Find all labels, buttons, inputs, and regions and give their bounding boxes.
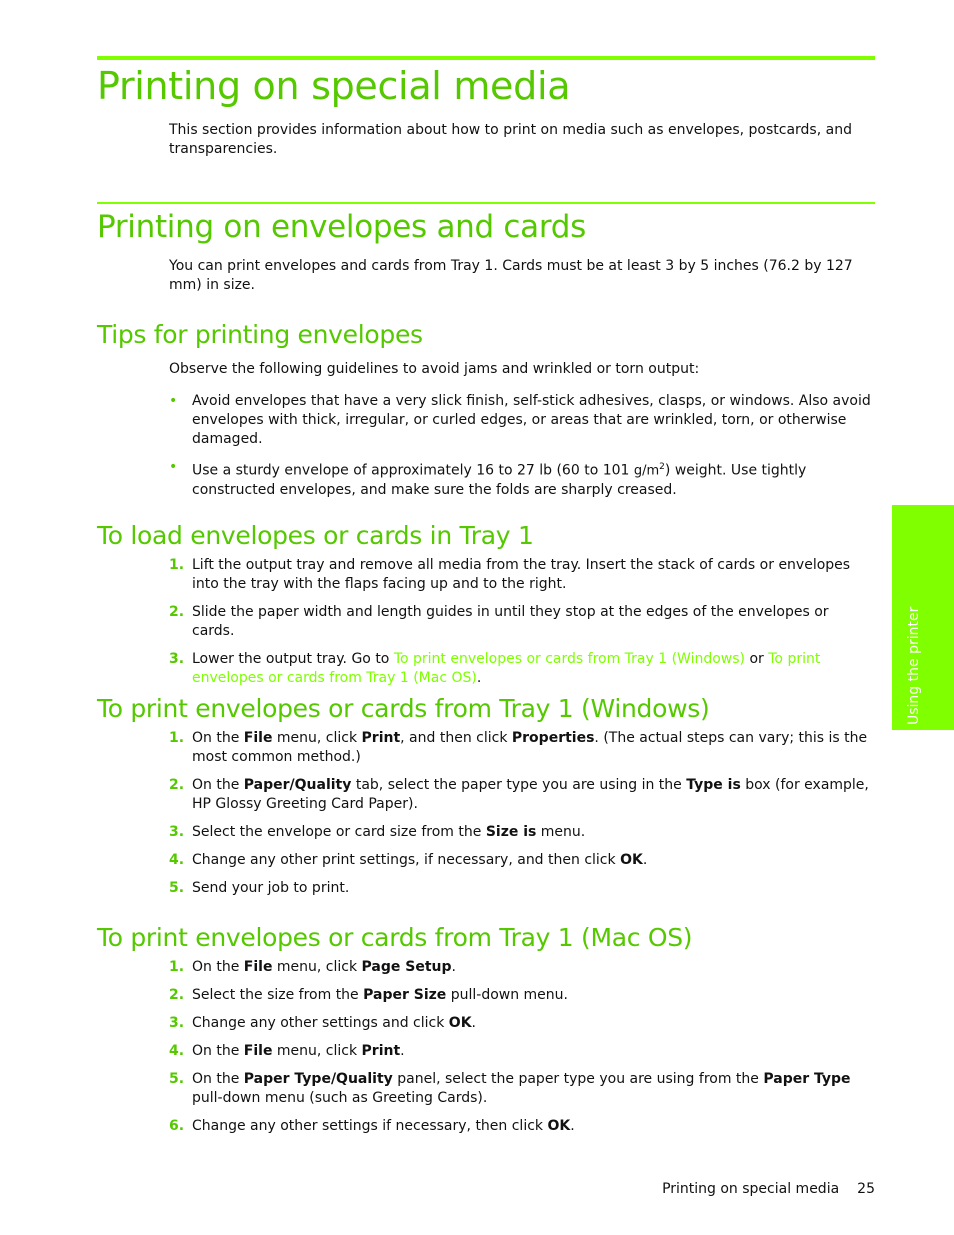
step-text: pull-down menu. xyxy=(446,987,568,1003)
step-text: or xyxy=(745,651,769,667)
step-number: 5. xyxy=(169,1071,185,1087)
mac-heading: To print envelopes or cards from Tray 1 (Mac OS) xyxy=(97,923,693,952)
ui-term: Paper/Quality xyxy=(243,777,352,793)
step-number: 2. xyxy=(169,604,185,620)
step-number: 6. xyxy=(169,1118,185,1134)
ui-term: OK xyxy=(448,1015,472,1031)
ui-term: Properties xyxy=(511,730,595,746)
tip-text: Use a sturdy envelope of approximately 16 to 27 lb (60 to 101 xyxy=(192,462,634,479)
step-text: On the xyxy=(192,777,244,793)
ui-term: Size is xyxy=(485,824,537,840)
ui-term: Paper Type xyxy=(763,1071,851,1087)
unit-superscript: 2 xyxy=(659,462,665,472)
windows-steps xyxy=(169,729,874,907)
step-text: Send your job to print. xyxy=(192,880,350,896)
step-text: Select the size from the xyxy=(192,987,364,1003)
side-tab-label: Using the printer xyxy=(906,606,922,725)
list-item xyxy=(169,603,874,641)
list-item xyxy=(169,776,874,814)
ui-term: File xyxy=(243,730,273,746)
load-steps xyxy=(169,556,874,697)
page-footer xyxy=(662,1181,875,1197)
list-item xyxy=(169,458,874,500)
step-text: , and then click xyxy=(400,730,512,746)
step-number: 4. xyxy=(169,852,185,868)
ui-term: OK xyxy=(620,852,643,868)
link-windows-section[interactable]: To print envelopes or cards from Tray 1 (Windows) xyxy=(393,651,746,667)
list-item xyxy=(169,1042,874,1061)
list-item xyxy=(169,392,874,449)
ui-term: Print xyxy=(361,1043,401,1059)
step-text: . xyxy=(570,1118,575,1134)
step-text: menu, click xyxy=(272,730,362,746)
mac-steps xyxy=(169,958,874,1145)
tip-text: Avoid envelopes that have a very slick finish, self-stick adhesives, clasps, or windows. Also avoid envelopes with thick, irregular, or curled edges, or areas that are wrinkled, torn, or otherwise damaged. xyxy=(192,393,871,447)
ui-term: File xyxy=(243,959,273,975)
ui-term: Type is xyxy=(686,777,741,793)
ui-term: File xyxy=(243,1043,273,1059)
list-item xyxy=(169,729,874,767)
tips-list xyxy=(169,392,874,509)
list-item xyxy=(169,879,874,898)
list-item xyxy=(169,650,874,688)
list-item xyxy=(169,823,874,842)
step-number: 2. xyxy=(169,987,185,1003)
step-text: Slide the paper width and length guides in until they stop at the edges of the envelopes or cards. xyxy=(192,604,829,639)
list-item xyxy=(169,1014,874,1033)
page-number: 25 xyxy=(857,1181,875,1197)
top-rule xyxy=(97,56,875,60)
page-intro: This section provides information about how to print on media such as envelopes, postcards, and transparencies. xyxy=(169,122,852,157)
step-text: menu, click xyxy=(272,1043,362,1059)
step-text: . xyxy=(400,1043,405,1059)
step-text: Lower the output tray. Go to xyxy=(192,651,394,667)
step-number: 4. xyxy=(169,1043,185,1059)
ui-term: Paper Size xyxy=(363,987,447,1003)
tips-intro: Observe the following guidelines to avoid jams and wrinkled or torn output: xyxy=(169,361,700,377)
step-text: Change any other settings if necessary, then click xyxy=(192,1118,548,1134)
step-text: On the xyxy=(192,1071,244,1087)
step-number: 3. xyxy=(169,824,185,840)
step-text: Change any other print settings, if necessary, and then click xyxy=(192,852,621,868)
step-text: pull-down menu (such as Greeting Cards). xyxy=(192,1090,488,1106)
tips-heading: Tips for printing envelopes xyxy=(97,320,423,349)
ui-term: Page Setup xyxy=(361,959,452,975)
step-text: . xyxy=(471,1015,476,1031)
step-text: On the xyxy=(192,959,244,975)
list-item xyxy=(169,1117,874,1136)
tip-text: ) weight. Use tightly constructed envelopes, and make sure the folds are sharply creased. xyxy=(192,462,807,498)
list-item xyxy=(169,958,874,977)
windows-heading: To print envelopes or cards from Tray 1 (Windows) xyxy=(97,694,710,723)
step-text: . xyxy=(451,959,456,975)
side-tab xyxy=(892,505,954,730)
step-text: . xyxy=(476,670,482,686)
list-item xyxy=(169,1070,874,1108)
step-number: 1. xyxy=(169,557,185,573)
list-item xyxy=(169,851,874,870)
step-text: . xyxy=(642,852,648,868)
list-item xyxy=(169,986,874,1005)
step-text: panel, select the paper type you are using from the xyxy=(392,1071,764,1087)
step-text: menu, click xyxy=(272,959,362,975)
step-text: Select the envelope or card size from the xyxy=(192,824,486,840)
section-rule xyxy=(97,202,875,204)
step-text: . (The actual steps can vary; this is the most common method.) xyxy=(192,730,868,765)
link-mac-section[interactable]: To print envelopes or cards from Tray 1 (Mac OS) xyxy=(192,651,821,686)
step-text: Lift the output tray and remove all media from the tray. Insert the stack of cards or envelopes into the tray with the flaps facing up and to the right. xyxy=(192,557,851,592)
footer-label: Printing on special media xyxy=(662,1181,840,1197)
section-title: Printing on envelopes and cards xyxy=(97,209,586,245)
load-heading: To load envelopes or cards in Tray 1 xyxy=(97,521,534,550)
step-number: 2. xyxy=(169,777,185,793)
step-text: menu. xyxy=(536,824,586,840)
bullet-icon: • xyxy=(169,459,178,475)
list-item xyxy=(169,556,874,594)
step-text: On the xyxy=(192,730,244,746)
ui-term: OK xyxy=(547,1118,571,1134)
ui-term: Print xyxy=(361,730,401,746)
step-number: 1. xyxy=(169,959,185,975)
step-number: 1. xyxy=(169,730,185,746)
section-intro: You can print envelopes and cards from Tray 1. Cards must be at least 3 by 5 inches (76.2 by 127 mm) in size. xyxy=(169,258,853,293)
step-number: 3. xyxy=(169,651,185,667)
step-text: Change any other settings and click xyxy=(192,1015,449,1031)
step-number: 5. xyxy=(169,880,185,896)
step-text: On the xyxy=(192,1043,244,1059)
step-text: tab, select the paper type you are using in the xyxy=(351,777,687,793)
step-number: 3. xyxy=(169,1015,185,1031)
page-title: Printing on special media xyxy=(97,64,571,108)
unit-text: g/m xyxy=(633,463,660,479)
bullet-icon: • xyxy=(169,393,178,409)
step-text: box (for example, HP Glossy Greeting Card Paper). xyxy=(192,777,869,812)
ui-term: Paper Type/Quality xyxy=(243,1071,393,1087)
